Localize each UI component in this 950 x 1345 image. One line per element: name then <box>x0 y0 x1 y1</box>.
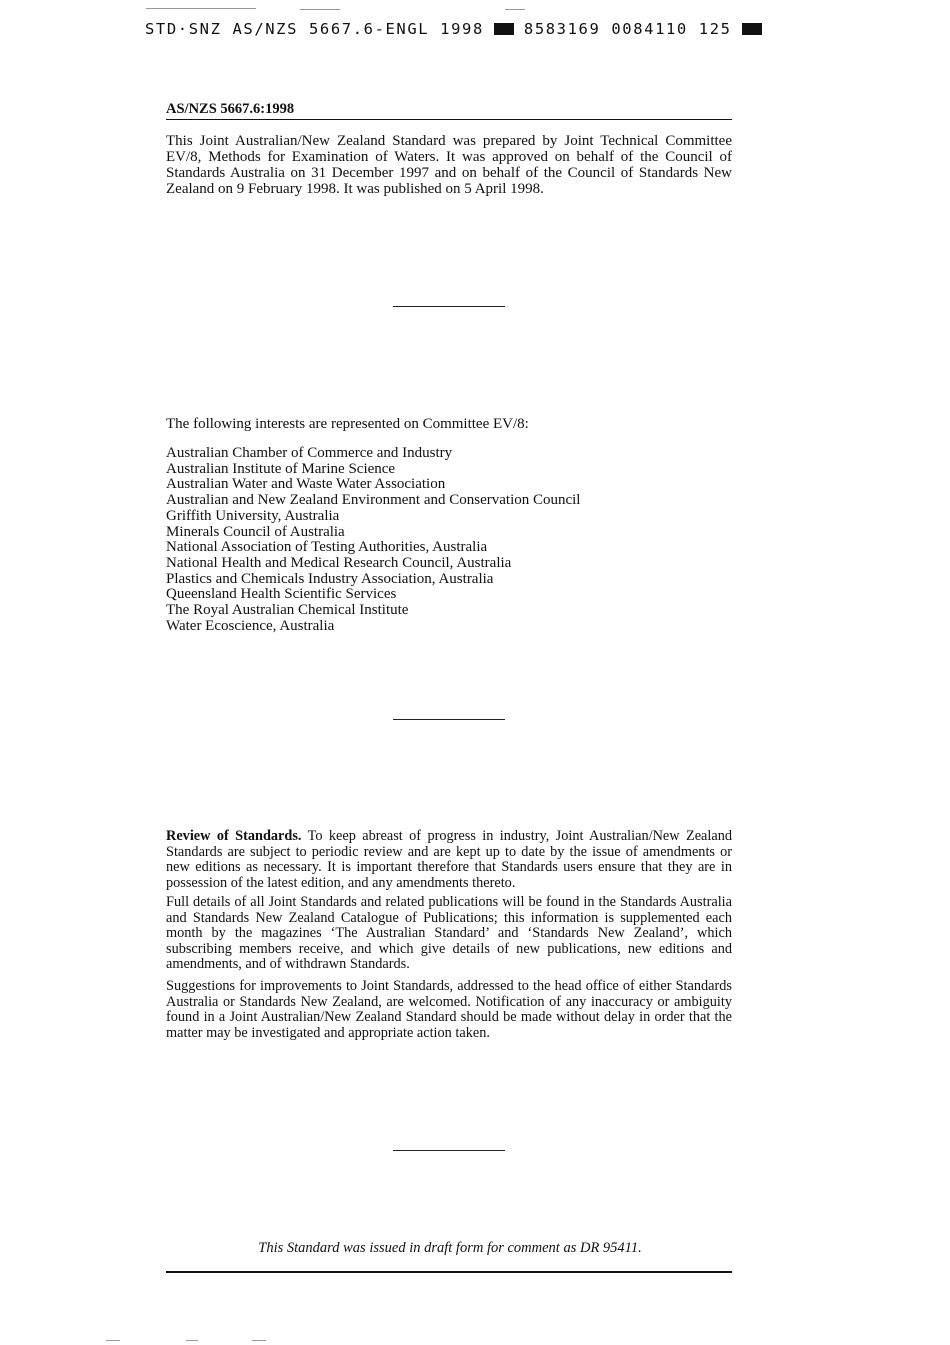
scan-header-serial: 8583169 0084110 125 <box>523 20 732 38</box>
scan-artifact-line <box>186 1340 198 1341</box>
filled-block-icon <box>742 23 762 35</box>
scan-artifact-line <box>106 1340 120 1341</box>
list-item: Water Ecoscience, Australia <box>166 617 335 634</box>
review-paragraph-2: Full details of all Joint Standards and related publications will be found in the Standards Australia and Standards New Zealand Catalogue of Publications; this information is supplemented each month by the magazines ‘The Australian Standard’ and ‘Standards New Zealand’, which subscribing members receive, and which give details of new publications, new editions and amendments, and of withdrawn Standards. <box>166 894 732 973</box>
list-item: Australian Water and Waste Water Association <box>166 476 446 493</box>
title-rule <box>166 119 732 120</box>
document-id: AS/NZS 5667.6:1998 <box>166 101 295 117</box>
list-item: National Health and Medical Research Council, Australia <box>166 554 512 571</box>
section-divider <box>393 306 505 307</box>
scan-artifact-line <box>146 8 256 9</box>
review-text: To keep abreast of progress in industry, Joint Australian/New Zealand Standards are subject to periodic review and are kept up to date by the issue of amendments or new editions as necessary. It is important therefore that Standards users ensure that they are in possession of the latest edition, and any amendments thereto. <box>166 828 733 891</box>
scan-header-code: STD·SNZ AS/NZS 5667.6-ENGL 1998 <box>145 20 484 38</box>
list-item: The Royal Australian Chemical Institute <box>166 602 409 619</box>
draft-note: This Standard was issued in draft form for comment as DR 95411. <box>258 1240 642 1256</box>
section-divider <box>393 1150 505 1151</box>
scan-artifact-line <box>300 9 340 10</box>
review-paragraph-3: Suggestions for improvements to Joint Standards, addressed to the head office of either Standards Australia or Standards New Zealand, are welcomed. Notification of any inaccuracy or ambiguity found in a Joint Australian/New Zealand Standard should be made without delay in order that the matter may be investigated and appropriate action taken. <box>166 978 732 1041</box>
list-item: Australian Chamber of Commerce and Industry <box>166 445 453 461</box>
list-item: Australian and New Zealand Environment and Conservation Council <box>166 492 581 509</box>
section-divider <box>393 719 505 720</box>
committee-member-list <box>166 446 580 634</box>
footer-rule <box>166 1271 732 1273</box>
list-item: Plastics and Chemicals Industry Association, Australia <box>166 570 494 587</box>
list-item: Australian Institute of Marine Science <box>166 460 396 477</box>
list-item: Minerals Council of Australia <box>166 523 345 540</box>
review-paragraph-1 <box>166 829 732 891</box>
preparation-paragraph: This Joint Australian/New Zealand Standard was prepared by Joint Technical Committee EV/8, Methods for Examination of Waters. It was approved on behalf of the Council of Standards Australia on 31 December 1997 and on behalf of the Council of Standards New Zealand on 9 February 1998. It was published on 5 April 1998. <box>166 133 732 197</box>
scan-artifact-line <box>252 1340 266 1341</box>
filled-block-icon <box>494 23 514 35</box>
list-item: Queensland Health Scientific Services <box>166 586 397 603</box>
review-heading: Review of Standards. <box>166 828 302 844</box>
committee-intro: The following interests are represented on Committee EV/8: <box>166 416 529 432</box>
scan-header <box>145 20 795 38</box>
list-item: Griffith University, Australia <box>166 507 340 524</box>
list-item: National Association of Testing Authorities, Australia <box>166 539 488 556</box>
scan-artifact-line <box>505 9 525 10</box>
